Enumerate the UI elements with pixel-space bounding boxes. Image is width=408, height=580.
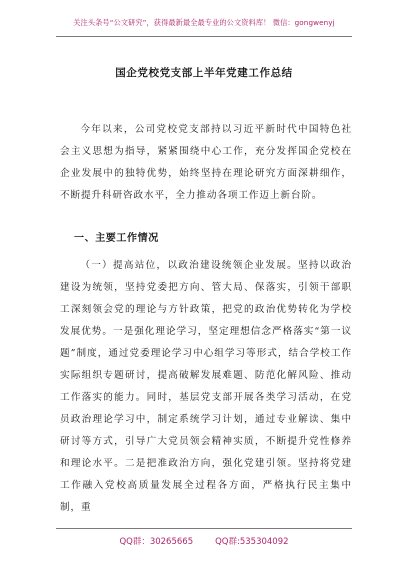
footer-divider xyxy=(56,528,352,529)
body-paragraph xyxy=(60,255,352,519)
document-title: 国企党校党支部上半年党建工作总结 xyxy=(115,67,293,79)
header-notice: 关注头条号“公文研究”，获得最新最全最专业的公文资料库！ 微信：gongwenyj xyxy=(73,18,335,27)
footer-qq-group-1: QQ群：30265665 xyxy=(119,537,194,547)
section-heading: 一、主要工作情况 xyxy=(74,233,159,244)
footer-qq-group-2: QQ群:535304092 xyxy=(215,537,289,547)
intro-text: 今年以来，公司党校党支部持以习近平新时代中国特色社会主义思想为指导，紧紧围绕中心工作，充分发挥国企党校在企业发展中的独特优势，始终坚持在理论研究方面深耕细作，不断提升科研咨政水平，全力推动各项工作迈上新台阶。 xyxy=(60,124,352,201)
footer-contacts xyxy=(0,535,408,547)
header-divider xyxy=(56,36,352,37)
body-paragraph-text: （一）提高站位，以政治建设统领企业发展。坚持以政治建设为统领，坚持党委把方向、管大局、保落实，引领干部职工深刻领会党的理论与方针政策，把党的政治优势转化为学校发展优势。一是强化理论学习，坚定理想信念严格落实“第一议题”制度，通过党委理论学习中心组学习等形式，结合学校工作实际组织专题研讨，提高破解发展难题、防范化解风险、推动工作落实的能力。同时，基层党支部开展各类学习活动，在党员政治理论学习中，制定系统学习计划，通过专业解读、集中研讨等方式，引导广大党员领会精神实质，不断提升党性修养和理论水平。二是把准政治方向，强化党建引领。坚持将党建工作融入党校高质量发展全过程各方面，严格执行民主集中制，重 xyxy=(60,260,352,513)
intro-paragraph xyxy=(60,119,352,207)
